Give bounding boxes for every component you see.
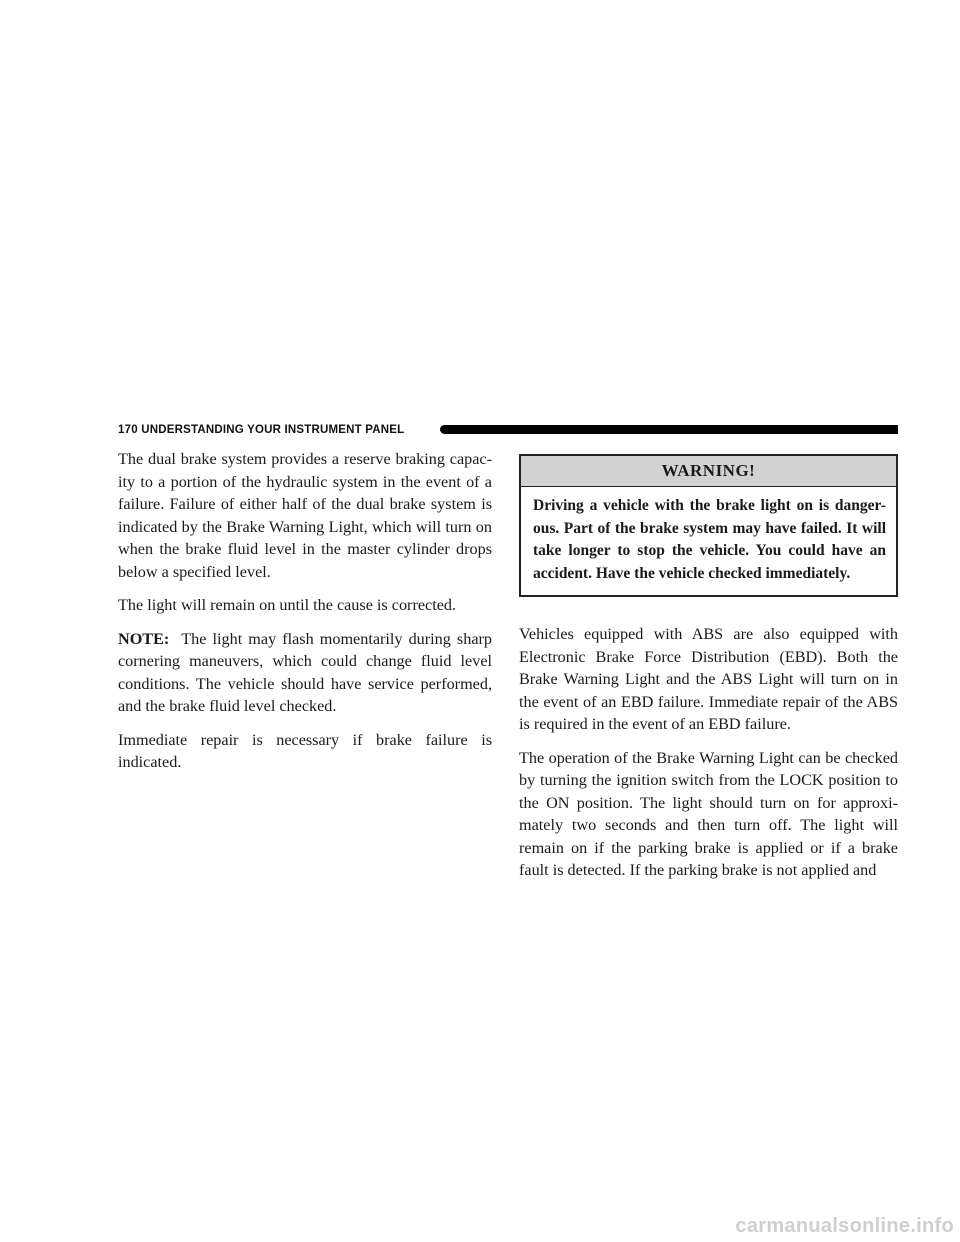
- warning-title: WARNING!: [521, 456, 896, 487]
- page-number: 170: [118, 424, 138, 436]
- paragraph-ebd: Vehicles equipped with ABS are also equipped with Electronic Brake Force Distribution (EBD). Both the Brake Warning Light and the ABS Light will turn on in the event of an EBD failure. Immediate repair of the ABS is required in the event of an EBD failure.: [519, 625, 898, 733]
- paragraph-immediate-repair: Immediate repair is necessary if brake failure is indicated.: [118, 730, 492, 771]
- section-title: UNDERSTANDING YOUR INSTRUMENT PANEL: [141, 424, 405, 436]
- warning-box: [519, 454, 898, 597]
- page-header: [118, 422, 898, 438]
- warning-text: Driving a vehicle with the brake light on is danger-ous. Part of the brake system may have failed. It will take longer to stop the vehicle. You could have an accident. Have the vehicle checked immediately.: [533, 497, 886, 582]
- note-label: NOTE:: [118, 629, 170, 648]
- paragraph-light-remains: The light will remain on until the cause is corrected.: [118, 596, 457, 614]
- watermark: carmanualsonline.info: [735, 1215, 954, 1237]
- note-text: The light may flash momentarily during sharp cornering maneuvers, which could change fluid level conditions. The vehicle should have service performed, and the brake fluid level checked.: [118, 629, 492, 715]
- paragraph-warning-light-check: The operation of the Brake Warning Light can be checked by turning the ignition switch from the LOCK position to the ON position. The light should turn on for approxi-mately two seconds and then turn off. The light will remain on if the parking brake is applied or if a brake fault is detected. If the parking brake is not applied and: [519, 748, 898, 879]
- paragraph-dual-brake: The dual brake system provides a reserve braking capac-ity to a portion of the hydraulic system in the event of a failure. Failure of either half of the dual brake system is indicated by the Brake Warning Light, which will turn on when the brake fluid level in the master cylinder drops below a specified level.: [118, 450, 492, 581]
- header-rule-bar: [440, 425, 898, 434]
- right-column: [519, 454, 898, 893]
- page-header-text: [118, 422, 404, 438]
- note-paragraph: [118, 628, 492, 718]
- left-column: [118, 448, 492, 785]
